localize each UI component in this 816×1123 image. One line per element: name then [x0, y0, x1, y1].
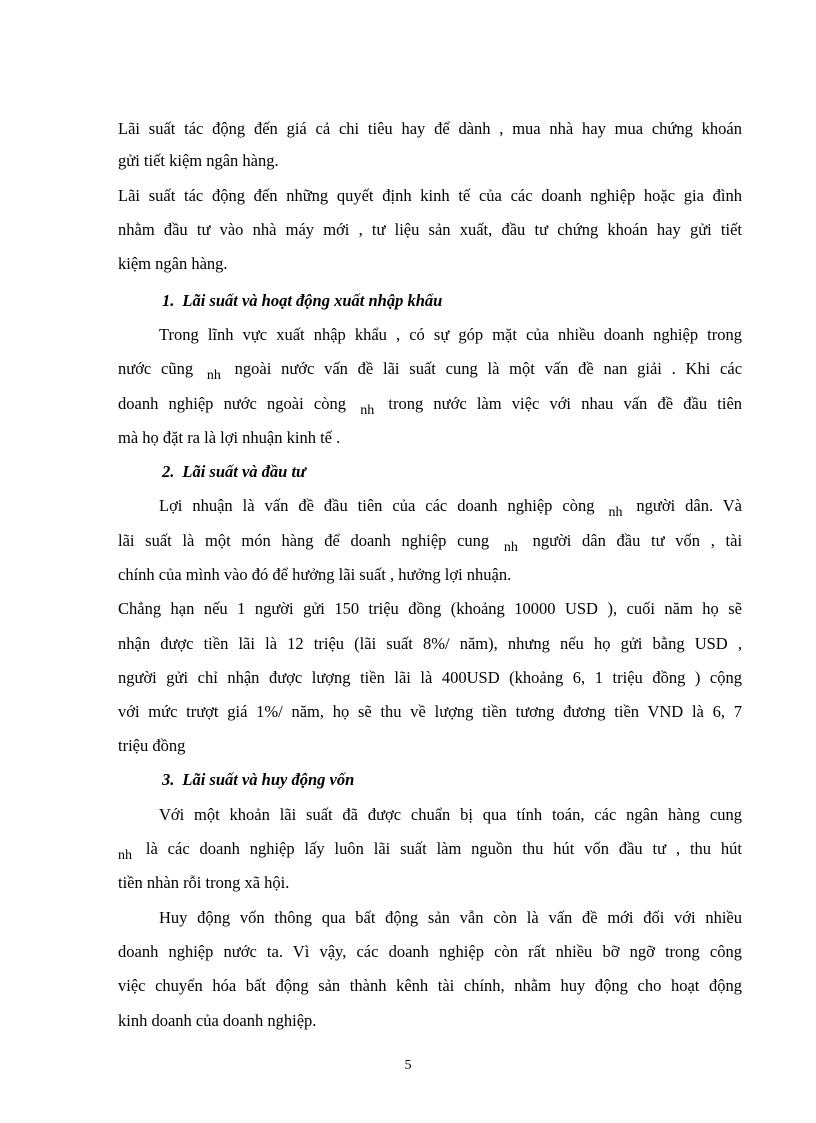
subscript-run: nh — [118, 848, 132, 863]
section-number: 1. — [162, 291, 175, 310]
paragraph-line: nhằm đầu tư vào nhà máy mới , tư liệu sản xuất, đầu tư chứng khoán hay gửi tiết — [118, 220, 742, 239]
paragraph-line: kinh doanh của doanh nghiệp. — [118, 1011, 317, 1030]
section-title: Lãi suất và hoạt động xuất nhập khẩu — [182, 291, 443, 310]
subscript-run: nh — [360, 403, 375, 418]
paragraph-line: chính của mình vào đó để hưởng lãi suất , hưởng lợi nhuận. — [118, 565, 512, 584]
paragraph-line: triệu đồng — [118, 736, 186, 755]
paragraph-line — [118, 838, 742, 862]
paragraph-line: việc chuyển hóa bất động sản thành kênh tài chính, nhằm huy động cho hoạt động — [118, 976, 742, 995]
text-run: nước cũng — [118, 359, 194, 378]
paragraph-line: Trong lĩnh vực xuất nhập khẩu , có sự góp mặt của nhiều doanh nghiệp trong — [159, 325, 742, 344]
paragraph-line: nhận được tiền lãi là 12 triệu (lãi suất 8%/ năm), nhưng nếu họ gửi bằng USD , — [118, 634, 742, 653]
paragraph-line: với mức trượt giá 1%/ năm, họ sẽ thu về lượng tiền tương đương tiền VND là 6, 7 — [118, 702, 742, 721]
text-run: người dân. Và — [636, 496, 743, 515]
text-run: trong nước làm việc với nhau vấn đề đầu tiên — [388, 394, 743, 413]
section-heading-2 — [162, 461, 306, 483]
paragraph-line: doanh nghiệp nước ta. Vì vậy, các doanh nghiệp còn rất nhiều bỡ ngỡ trong công — [118, 942, 742, 961]
paragraph-line: Huy động vốn thông qua bất động sản vẫn còn là vấn đề mới đối với nhiều — [159, 908, 742, 927]
section-heading-1 — [162, 290, 442, 312]
paragraph-line — [118, 530, 742, 554]
section-title: Lãi suất và huy động vốn — [182, 770, 355, 789]
paragraph-line: Với một khoản lãi suất đã được chuẩn bị qua tính toán, các ngân hàng cung — [159, 805, 742, 824]
text-run: người dân đầu tư vốn , tài — [532, 531, 743, 550]
paragraph-line: Chẳng hạn nếu 1 người gửi 150 triệu đồng (khoảng 10000 USD ), cuối năm họ sẽ — [118, 599, 742, 618]
paragraph-line — [118, 358, 742, 382]
paragraph-line: kiệm ngân hàng. — [118, 254, 228, 273]
section-title: Lãi suất và đầu tư — [182, 462, 306, 481]
subscript-run: nh — [503, 540, 518, 555]
section-number: 3. — [162, 770, 175, 789]
text-run: ngoài nước vấn đề lãi suất cung là một vấn đề nan giải . Khi các — [234, 359, 743, 378]
paragraph-line: người gửi chỉ nhận được lượng tiền lãi là 400USD (khoảng 6, 1 triệu đồng ) cộng — [118, 668, 742, 687]
paragraph-line: Lãi suất tác động đến những quyết định kinh tế của các doanh nghiệp hoặc gia đình — [118, 186, 742, 205]
paragraph-line: Lãi suất tác động đến giá cả chi tiêu hay để dành , mua nhà hay mua chứng khoán — [118, 119, 742, 138]
subscript-run: nh — [608, 505, 623, 520]
section-number: 2. — [162, 462, 175, 481]
text-run: Lợi nhuận là vấn đề đầu tiên của các doanh nghiệp còng — [159, 496, 595, 515]
paragraph-line: gửi tiết kiệm ngân hàng. — [118, 151, 279, 170]
section-heading-3 — [162, 769, 354, 791]
paragraph-line — [118, 393, 742, 417]
text-run: doanh nghiệp nước ngoài còng — [118, 394, 346, 413]
paragraph-line: mà họ đặt ra là lợi nhuận kinh tế . — [118, 428, 341, 447]
text-run: lãi suất là một món hàng để doanh nghiệp cung — [118, 531, 490, 550]
subscript-run: nh — [206, 368, 221, 383]
text-run: là các doanh nghiệp lấy luôn lãi suất làm nguồn thu hút vốn đầu tư , thu hút — [145, 839, 743, 858]
page-number: 5 — [404, 1058, 412, 1073]
paragraph-line: tiền nhàn rỗi trong xã hội. — [118, 873, 290, 892]
paragraph-line — [159, 495, 742, 519]
